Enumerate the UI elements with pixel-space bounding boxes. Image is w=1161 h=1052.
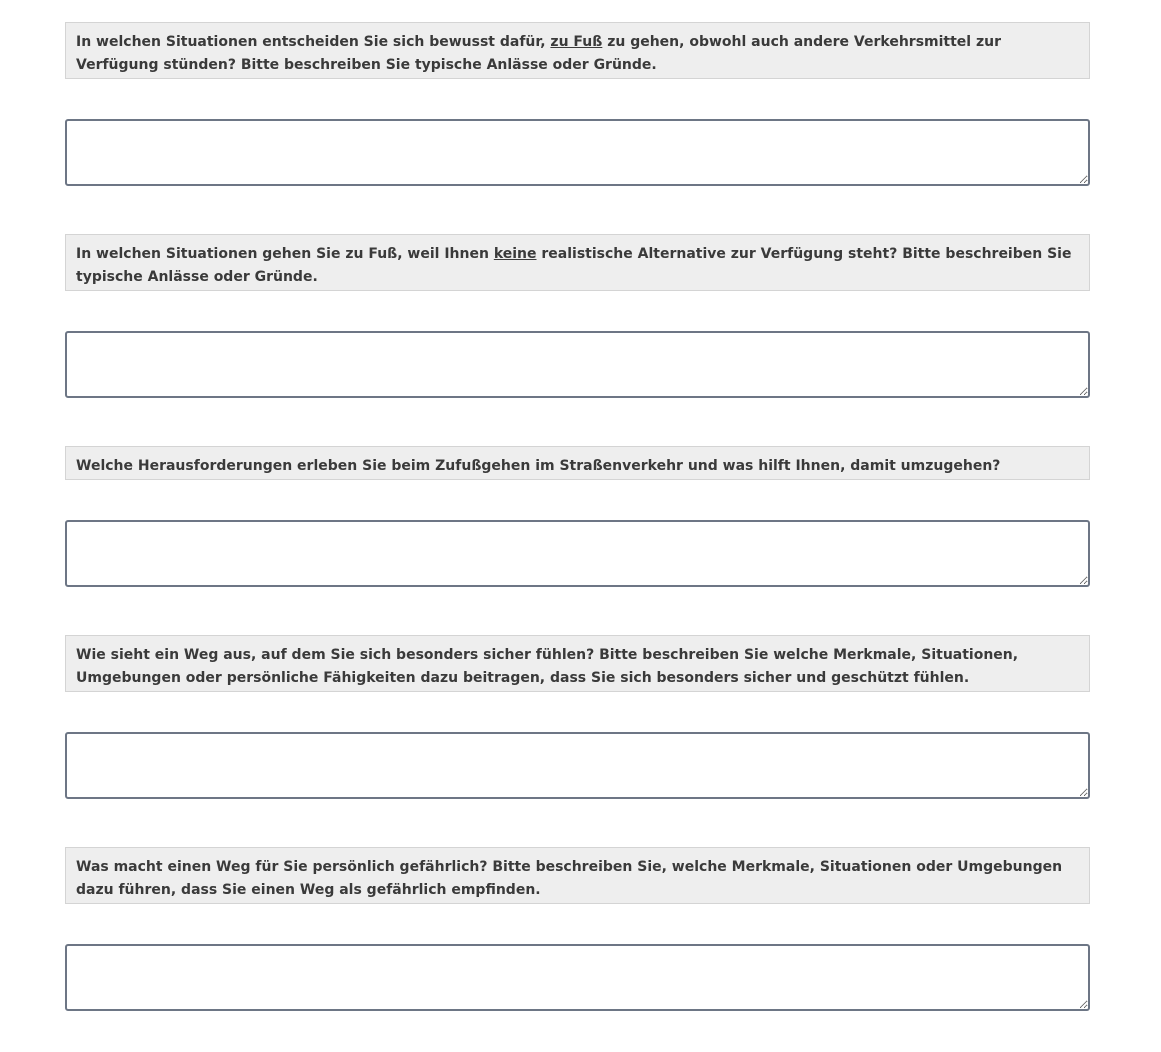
question-5-label	[65, 847, 1090, 904]
question-2-text-before: In welchen Situationen gehen Sie zu Fuß, weil Ihnen	[76, 246, 494, 262]
question-1-answer-field[interactable]	[65, 119, 1090, 186]
question-3-label	[65, 446, 1090, 480]
question-2-text-after: realistische Alternative zur Verfügung steht? Bitte beschreiben Sie typische Anlässe oder Gründe.	[76, 246, 1072, 285]
question-2-emphasis: keine	[493, 246, 537, 262]
question-3-answer-field[interactable]	[65, 520, 1090, 587]
question-4-answer-field[interactable]	[65, 732, 1090, 799]
question-1-label	[65, 22, 1090, 79]
question-5-answer-field[interactable]	[65, 944, 1090, 1011]
question-3-text: Welche Herausforderungen erleben Sie beim Zufußgehen im Straßenverkehr und was hilft Ihnen, damit umzugehen?	[76, 458, 1001, 474]
question-5-text: Was macht einen Weg für Sie persönlich gefährlich? Bitte beschreiben Sie, welche Merkmale, Situationen oder Umgebungen dazu führen, dass Sie einen Weg als gefährlich empfinden.	[76, 859, 1063, 898]
question-4-label	[65, 635, 1090, 692]
question-2-answer-field[interactable]	[65, 331, 1090, 398]
question-1-text-after: zu gehen, obwohl auch andere Verkehrsmittel zur Verfügung stünden? Bitte beschreiben Sie typische Anlässe oder Gründe.	[76, 34, 1001, 73]
question-4-text: Wie sieht ein Weg aus, auf dem Sie sich besonders sicher fühlen? Bitte beschreiben Sie welche Merkmale, Situationen, Umgebungen oder persönliche Fähigkeiten dazu beitragen, dass Sie sich besonders sicher und geschützt fühlen.	[76, 647, 1019, 686]
question-2-label	[65, 234, 1090, 291]
question-1-emphasis: zu Fuß	[550, 34, 603, 50]
question-1-text-before: In welchen Situationen entscheiden Sie sich bewusst dafür,	[76, 34, 551, 50]
